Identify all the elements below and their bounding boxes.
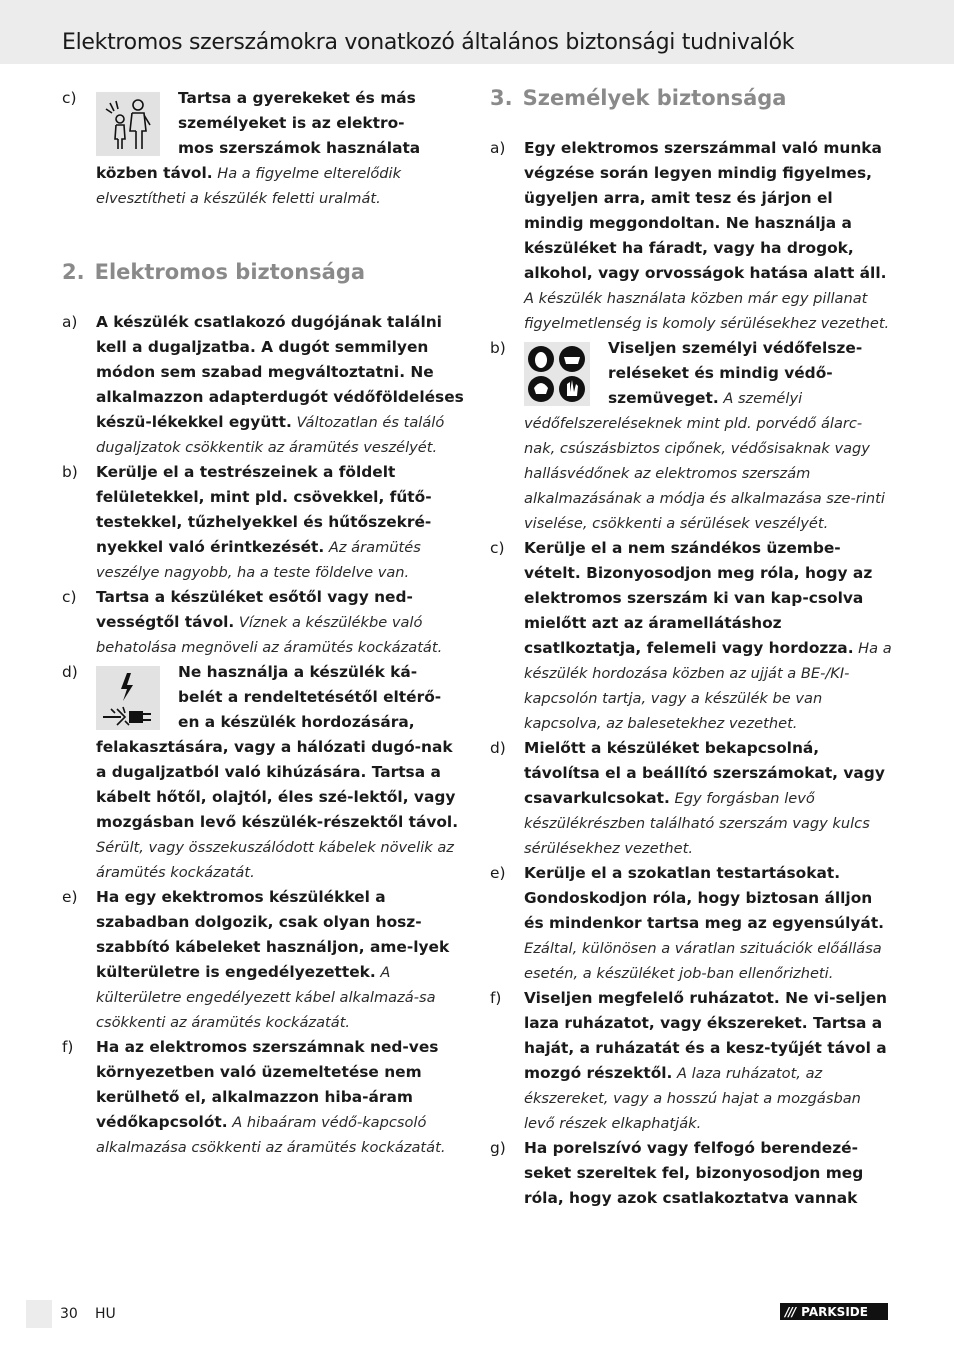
page-title: Elektromos szerszámokra vonatkozó általános biztonsági tudnivalók (62, 30, 795, 55)
item-italic: Sérült, vagy összekuszálódott kábelek növelik az áramütés kockázatát. (96, 839, 454, 881)
logo-slashes: /// (785, 1304, 796, 1319)
section-title: Személyek biztonsága (522, 86, 787, 110)
item-label: c) (62, 89, 77, 107)
item-bold-line: Ne használja a készülék ká- (178, 663, 418, 681)
item-label: b) (62, 463, 78, 481)
item-label: c) (490, 539, 505, 557)
item-label: a) (62, 313, 78, 331)
item-italic: A személyi (718, 390, 803, 407)
item-label: a) (490, 139, 506, 157)
item-bold-line: szemüveget. (608, 389, 719, 407)
section-heading (62, 260, 466, 290)
item-italic: védőfelszereléseknek mint pld. porvédő álarc-nak, csúszásbiztos cipőnek, védősisaknak vagy hallásvédőnek az elektromos szerszám alkalmazásának a módja és alkalmazása sze-rinti viselése, csökkenti a sérülések veszélyét. (524, 415, 885, 532)
parkside-logo (780, 1303, 888, 1320)
section-number: 2. (62, 260, 85, 284)
item-bold: Ha egy ekektromos készülékkel a szabadban dolgozik, csak olyan hosz-szabbító kábeleket használjon, ame-lyek külterületre is engedélyezettek. (96, 888, 450, 981)
list-item (490, 1136, 892, 1211)
protective-equipment-icon (524, 342, 590, 406)
left-column (62, 86, 466, 1160)
item-bold: Tartsa a készüléket esőtől vagy ned-vességtől távol. (96, 588, 413, 631)
list-item (490, 136, 892, 336)
list-item (490, 861, 892, 986)
page-header (0, 0, 954, 64)
item-label: e) (490, 864, 506, 882)
item-bold: Kerülje el a nem szándékos üzembe-vételt. Bizonyosodjon meg róla, hogy az elektromos szerszám ki van kap-csolva mielőtt azt az áramellátáshoz csatlkoztatja, felemeli vagy hordozza. (524, 539, 873, 657)
section-heading (490, 86, 892, 116)
item-bold: Egy elektromos szerszámmal való munka végzése során legyen mindig figyelmes, ügyeljen arra, amit tesz és járjon el mindig meggondoltan. Ne használja a készüléket ha fáradt, vagy ha drogok, alkohol, vagy orvosságok hatása alatt áll. (524, 139, 887, 282)
list-item-children (62, 86, 466, 214)
list-item-ppe (490, 336, 892, 536)
list-item (490, 986, 892, 1136)
item-label: g) (490, 1139, 506, 1157)
item-bold-line: Tartsa a gyerekeket és más (178, 89, 416, 107)
logo-text: PARKSIDE (801, 1304, 868, 1319)
item-label: c) (62, 588, 77, 606)
item-bold-line: mos szerszámok használata (178, 139, 421, 157)
list-item-cable (62, 660, 466, 885)
item-italic: Ha a figyelme elterelődik elvesztítheti a készülék feletti uralmát. (96, 165, 402, 207)
list-item (490, 536, 892, 736)
item-bold: Kerülje el a testrészeinek a földelt felületekkel, mint pld. csövekkel, fűtő-testekkel, tűzhelyekkel és hűtőszekré-nyekkel való érintkezését. (96, 463, 432, 556)
cable-hazard-icon (96, 666, 160, 730)
item-bold-line: belét a rendeltetésétől eltérő- (178, 688, 442, 706)
language-code: HU (95, 1306, 116, 1322)
children-warning-icon (96, 92, 160, 156)
item-label: f) (62, 1038, 74, 1056)
item-label: f) (490, 989, 502, 1007)
list-item (62, 885, 466, 1035)
item-italic: Változatlan és találó dugaljzatok csökkentik az áramütés veszélyét. (96, 414, 445, 456)
item-bold: Mielőtt a készüléket bekapcsolná, távolítsa el a beállító szerszámokat, vagy csavarkulcsokat. (524, 739, 885, 807)
item-bold-line: Viseljen személyi védőfelsze- (608, 339, 863, 357)
right-column (490, 86, 892, 1211)
item-bold: Ha porelszívó vagy felfogó berendezé-seket szereltek fel, bizonyosodjon meg róla, hogy azok csatlakoztatva vannak (524, 1139, 864, 1207)
item-bold: A készülék csatlakozó dugójának találni kell a dugaljzatba. A dugót semmilyen módon sem szabad megváltoztatni. Ne alkalmazzon adapterdugót védőföldeléses készü-lékekkel együtt. (96, 313, 464, 431)
item-bold: Viseljen megfelelő ruházatot. Ne vi-seljen laza ruházatot, vagy ékszereket. Tartsa a haját, a ruházatát és a kesz-tyűjét távol a mozgó részektől. (524, 989, 888, 1082)
list-item (62, 585, 466, 660)
item-italic: Egy forgásban levő készülékrészben található szerszám vagy kulcs sérülésekhez vezethet. (524, 790, 870, 857)
page-number: 30 (60, 1306, 78, 1322)
item-bold-line: személyeket is az elektro- (178, 114, 405, 132)
item-label: e) (62, 888, 78, 906)
item-italic: A hibaáram védő-kapcsoló alkalmazása csökkenti az áramütés kockázatát. (96, 1114, 446, 1156)
item-italic: A laza ruházatot, az ékszereket, vagy a hosszú hajat a mozgásban levő részek elkaphatják. (524, 1065, 861, 1132)
list-item (62, 310, 466, 460)
page-number-marker (26, 1300, 52, 1328)
section-title: Elektromos biztonsága (94, 260, 366, 284)
item-bold: Ha az elektromos szerszámnak ned-ves környezetben való üzemeltetése nem kerülhető el, alkalmazzon hiba-áram védőkapcsolót. (96, 1038, 439, 1131)
section-number: 3. (490, 86, 513, 110)
item-italic: Ha a készülék hordozása közben az ujját a BE-/KI-kapcsolón tartja, vagy a készülék be van kapcsolva, az balesetekhez vezethet. (524, 640, 892, 732)
item-italic: A készülék használata közben már egy pillanat figyelmetlenség is komoly sérülésekhez vezethet. (524, 290, 890, 332)
item-bold: felakasztására, vagy a hálózati dugó-nak a dugaljzatból való kihúzására. Tartsa a kábelt hőtől, olajtól, éles szé-lektől, vagy mozgásban levő készülék-részektől távol. (96, 738, 459, 831)
item-italic: Víznek a készülékbe való behatolása megnöveli az áramütés kockázatát. (96, 614, 443, 656)
item-label: b) (490, 339, 506, 357)
item-label: d) (62, 663, 78, 681)
item-italic: A külterületre engedélyezett kábel alkalmazá-sa csökkenti az áramütés kockázatát. (96, 964, 436, 1031)
item-bold-line: reléseket és mindig védő- (608, 364, 833, 382)
item-italic: Ezáltal, különösen a váratlan szituációk előállása esetén, a készüléket job-ban ellenőrizheti. (524, 940, 882, 982)
item-bold-line: en a készülék hordozására, (178, 713, 415, 731)
item-bold: Kerülje el a szokatlan testartásokat. Gondoskodjon róla, hogy biztosan álljon és mindenkor tartsa meg az egyensúlyát. (524, 864, 885, 932)
list-item (62, 1035, 466, 1160)
item-label: d) (490, 739, 506, 757)
item-bold-line: közben távol. (96, 164, 213, 182)
list-item (62, 460, 466, 585)
list-item (490, 736, 892, 861)
item-italic: Az áramütés veszélye nagyobb, ha a teste földelve van. (96, 539, 421, 581)
